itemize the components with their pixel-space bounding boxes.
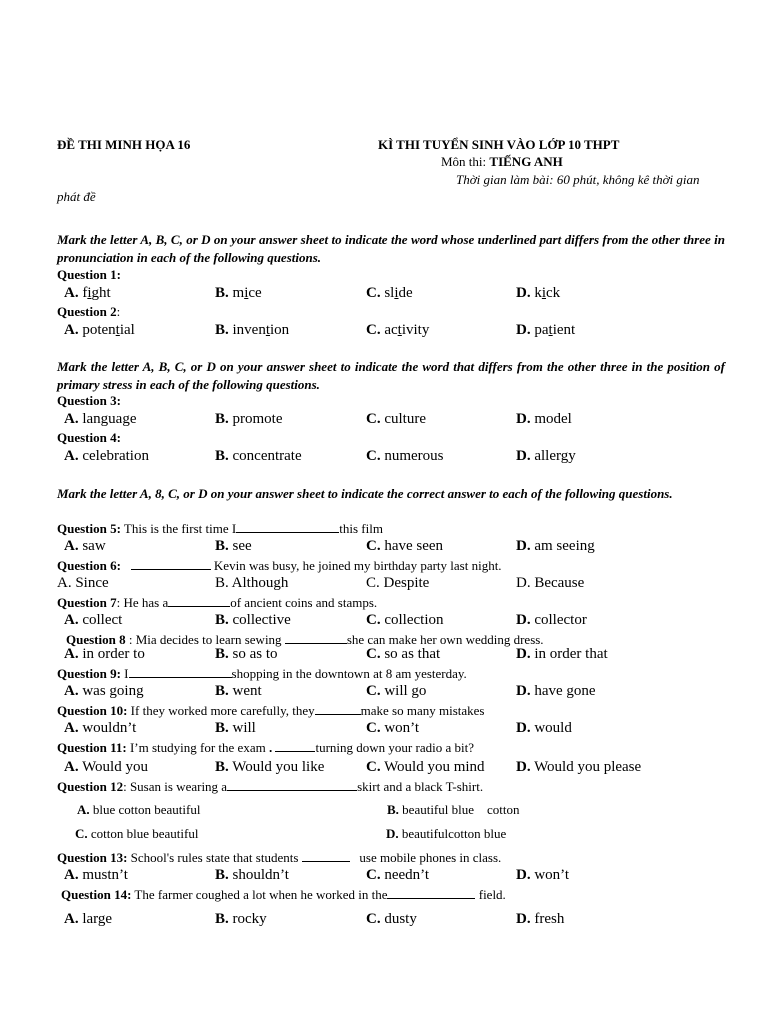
q12-option-d[interactable] [386,826,506,842]
option-letter: A. [64,867,79,883]
section-1-instruction: Mark the letter A, B, C, or D on your answer sheet to indicate the word whose underlined part differs from the other three in pronunciation in each of the following questions. [57,232,725,265]
option-text: would [534,720,572,736]
option-letter: C. [366,448,381,464]
q7-option-c[interactable] [366,612,444,629]
answer-blank[interactable] [275,739,315,752]
word-part: inven [232,322,266,338]
option-text: numerous [384,448,444,464]
q10-option-c[interactable] [366,720,419,737]
option-letter: B. [215,612,229,628]
question-text: Kevin was busy, he joined my birthday party last night. [210,558,502,573]
q9-option-d[interactable] [516,683,596,700]
option-letter: D. [516,867,531,883]
question-14 [61,886,506,903]
q1-option-d[interactable] [516,285,560,302]
question-text: I’m studying for the exam [126,740,266,755]
option-letter: B. [215,646,229,662]
option-letter: C. [366,538,381,554]
q7-option-b[interactable] [215,612,291,629]
option-text: have gone [534,683,596,699]
option-letter: B. [215,683,229,699]
option-text: in order that [534,646,608,662]
option-letter: C. [366,867,381,883]
q2-option-d[interactable] [516,322,575,339]
q4-option-c[interactable] [366,448,444,465]
question-12 [57,778,483,795]
q2-option-b[interactable] [215,322,289,339]
option-letter: B. [215,538,229,554]
question-text: shopping in the downtown at 8 am yesterday. [231,666,467,681]
question-11 [57,739,474,756]
q11-option-b[interactable] [215,759,324,776]
option-letter: A. [64,646,79,662]
q13-option-d[interactable] [516,867,569,884]
q4-option-a[interactable] [64,448,149,465]
word-part: k [534,285,542,301]
option-letter: A. [64,411,79,427]
question-text: use mobile phones in class. [359,850,502,865]
q5-option-d[interactable] [516,538,595,555]
option-letter: D. [516,411,531,427]
option-letter: B. [215,867,229,883]
option-text: shouldn’t [232,867,289,883]
q2-option-a[interactable] [64,322,135,339]
q5-option-b[interactable] [215,538,252,555]
subject-label: Môn thi: [441,154,490,169]
q3-option-a[interactable] [64,411,136,428]
question-13 [57,849,501,866]
q3-option-c[interactable] [366,411,426,428]
question-text: I [120,666,129,681]
question-text: : [116,304,121,319]
q14-option-c[interactable] [366,911,417,928]
option-letter: C. [366,612,381,628]
option-letter: A. [64,911,79,927]
q9-option-a[interactable] [64,683,144,700]
option-letter: B. [215,759,229,775]
word-part: pa [534,322,549,338]
word-part: m [232,285,245,301]
option-letter: B. [387,802,399,817]
question-text: of ancient coins and stamps. [230,595,378,610]
option-text: Would you like [232,759,325,775]
answer-blank[interactable] [302,849,350,862]
q1-option-a[interactable] [64,285,111,302]
question-label: Question 4: [57,430,121,445]
option-text: Would you please [534,759,642,775]
option-letter: D. [516,720,531,736]
q8-option-b[interactable] [215,646,278,663]
option-text: collector [534,612,587,628]
word-part: ion [270,322,290,338]
question-text: . [268,740,273,755]
q10-option-d[interactable] [516,720,572,737]
option-text: needn’t [384,867,430,883]
q11-option-d[interactable] [516,759,641,776]
q12-option-b[interactable] [387,802,520,818]
question-label: Question 1: [57,267,121,282]
question-3 [57,393,121,409]
answer-blank[interactable] [236,520,339,533]
q8-option-a[interactable] [64,646,145,663]
option-text: collect [82,612,123,628]
q6-option-a[interactable]: A. Since [57,575,109,591]
option-letter: D. [516,911,531,927]
option-letter: A. [64,448,79,464]
option-text: wouldn’t [82,720,137,736]
question-text: School's rules state that students [127,850,302,865]
question-label: Question 8 [66,632,126,647]
option-text: beautiful blue cotton [402,802,520,817]
word-part: ce [248,285,262,301]
question-6 [57,557,502,574]
word-part: ght [91,285,111,301]
question-7 [57,594,377,611]
option-text: Would you [82,759,148,775]
subject-line [441,154,563,170]
option-letter: B. [215,720,229,736]
option-text: celebration [82,448,149,464]
q12-option-a[interactable] [77,802,200,818]
option-text: collective [232,612,291,628]
q3-option-d[interactable] [516,411,572,428]
option-letter: A. [77,802,90,817]
question-text: she can make her own wedding dress. [346,632,544,647]
option-text: went [232,683,262,699]
option-letter: C. [366,911,381,927]
q6-option-d[interactable]: D. Because [516,575,585,591]
option-text: blue cotton beautiful [92,802,201,817]
word-part: ivity [401,322,430,338]
option-text: Would you mind [384,759,485,775]
option-letter: C. [366,322,381,338]
option-text: collection [384,612,444,628]
word-part: ial [119,322,135,338]
q5-option-a[interactable] [64,538,106,555]
q4-option-d[interactable] [516,448,576,465]
question-label: Question 10: [57,703,128,718]
option-letter: D. [516,612,531,628]
underlined-letter: t [115,322,120,338]
option-letter: D. [516,646,531,662]
question-text: field. [475,887,506,902]
word-part: sl [384,285,395,301]
option-letter: A. [64,322,79,338]
word-part: de [398,285,413,301]
q13-option-c[interactable] [366,867,429,884]
question-text: make so many mistakes [360,703,485,718]
q10-option-a[interactable] [64,720,136,737]
q14-option-b[interactable] [215,911,267,928]
option-text: promote [232,411,283,427]
q13-option-a[interactable] [64,867,128,884]
question-label: Question 3: [57,393,121,408]
question-label: Question 7 [57,595,117,610]
option-text: see [232,538,252,554]
answer-blank[interactable] [285,631,347,644]
option-text: culture [384,411,426,427]
word-part: ac [384,322,398,338]
q6-option-b[interactable]: B. Although [215,575,289,591]
option-text: won’t [384,720,420,736]
q10-option-b[interactable] [215,720,256,737]
answer-blank[interactable] [387,886,475,899]
q2-option-c[interactable] [366,322,429,339]
q1-option-c[interactable] [366,285,413,302]
question-text: The farmer coughed a lot when he worked in the [131,887,388,902]
option-letter: B. [215,448,229,464]
option-text: in order to [82,646,145,662]
option-letter: C. [366,285,381,301]
option-letter: C. [366,411,381,427]
option-letter: A. [64,538,79,554]
question-text: skirt and a black T-shirt. [357,779,484,794]
question-label: Question 9: [57,666,121,681]
option-letter: D. [516,448,531,464]
question-label: Question 5: [57,521,121,536]
option-text: am seeing [534,538,595,554]
question-text: : He has a [116,595,169,610]
option-text: cotton blue beautiful [90,826,199,841]
question-text: this film [339,521,383,536]
word-part: ck [546,285,561,301]
underlined-letter: i [244,285,249,301]
q6-option-c[interactable]: C. Despite [366,575,430,591]
q8-option-d[interactable] [516,646,608,663]
exam-title: KÌ THI TUYỂN SINH VÀO LỚP 10 THPT [378,137,620,152]
answer-blank[interactable] [168,594,230,607]
q3-option-b[interactable] [215,411,283,428]
option-text: so as that [384,646,441,662]
option-text: so as to [232,646,278,662]
answer-blank[interactable] [129,665,232,678]
question-label: Question 6: [57,558,121,573]
option-text: model [534,411,572,427]
underlined-letter: i [541,285,547,301]
option-letter: C. [366,720,381,736]
time-line-2: phát đề [57,189,96,204]
q14-option-d[interactable] [516,911,564,928]
word-part: ient [552,322,576,338]
option-text: language [82,411,137,427]
option-letter: C. [366,646,381,662]
underlined-letter: t [548,322,553,338]
option-text: won’t [534,867,570,883]
answer-blank[interactable] [131,557,211,570]
word-part: f [82,285,88,301]
section-2-instruction: Mark the letter A, B, C, or D on your answer sheet to indicate the word that differs from the other three in the position of primary stress in each of the following questions. [57,359,725,392]
q4-option-b[interactable] [215,448,302,465]
question-5 [57,520,383,537]
time-line-1: Thời gian làm bài: 60 phút, không kê thời gian [456,172,700,187]
underlined-letter: i [87,285,92,301]
option-text: will [232,720,256,736]
question-text: : Mia decides to learn sewing [125,632,285,647]
question-text: : Susan is wearing a [123,779,228,794]
question-1 [57,267,121,283]
option-letter: A. [64,285,79,301]
q7-option-a[interactable] [64,612,122,629]
q9-option-b[interactable] [215,683,262,700]
option-letter: B. [215,411,229,427]
option-letter: A. [64,612,79,628]
option-letter: D. [516,322,531,338]
option-letter: B. [215,322,229,338]
option-text: large [82,911,113,927]
exam-code: ĐỀ THI MINH HỌA 16 [57,137,191,152]
option-text: mustn’t [82,867,128,883]
option-letter: D. [516,538,531,554]
option-text: allergy [534,448,576,464]
answer-blank[interactable] [315,702,361,715]
option-letter: B. [215,911,229,927]
question-label: Question 13: [57,850,128,865]
word-part: poten [82,322,116,338]
option-letter: D. [516,759,531,775]
option-letter: B. [215,285,229,301]
option-text: rocky [232,911,267,927]
question-label: Question 11: [57,740,127,755]
question-label: Question 14: [61,887,132,902]
option-text: saw [82,538,106,554]
option-text: fresh [534,911,565,927]
option-letter: D. [516,683,531,699]
q1-option-b[interactable] [215,285,262,302]
answer-blank[interactable] [227,778,357,791]
question-text: turning down your radio a bit? [315,740,474,755]
option-letter: C. [366,759,381,775]
question-2 [57,304,120,320]
q9-option-c[interactable] [366,683,426,700]
question-text: If they worked more carefully, they [127,703,315,718]
section-3-instruction: Mark the letter A, 8, C, or D on your answer sheet to indicate the correct answer to each of the following questions. [57,486,673,501]
underlined-letter: t [397,322,402,338]
option-letter: D. [516,285,531,301]
subject-name: TIẾNG ANH [489,154,563,169]
q11-option-a[interactable] [64,759,148,776]
option-text: concentrate [232,448,302,464]
q14-option-a[interactable] [64,911,112,928]
option-text: have seen [384,538,444,554]
question-4 [57,430,121,446]
option-letter: A. [64,683,79,699]
underlined-letter: t [265,322,271,338]
option-text: dusty [384,911,417,927]
option-text: beautifulcotton blue [401,826,507,841]
question-9 [57,665,467,682]
option-letter: A. [64,759,79,775]
option-letter: C. [75,826,88,841]
q12-option-c[interactable] [75,826,198,842]
question-label: Question 2 [57,304,117,319]
question-label: Question 12 [57,779,124,794]
q5-option-c[interactable] [366,538,443,555]
q7-option-d[interactable] [516,612,587,629]
option-letter: D. [386,826,399,841]
underlined-letter: i [394,285,399,301]
option-text: was going [82,683,144,699]
option-letter: C. [366,683,381,699]
q11-option-c[interactable] [366,759,485,776]
q13-option-b[interactable] [215,867,289,884]
q8-option-c[interactable] [366,646,440,663]
option-letter: A. [64,720,79,736]
option-text: will go [384,683,427,699]
question-10 [57,702,484,719]
question-text: This is the first time I [120,521,237,536]
